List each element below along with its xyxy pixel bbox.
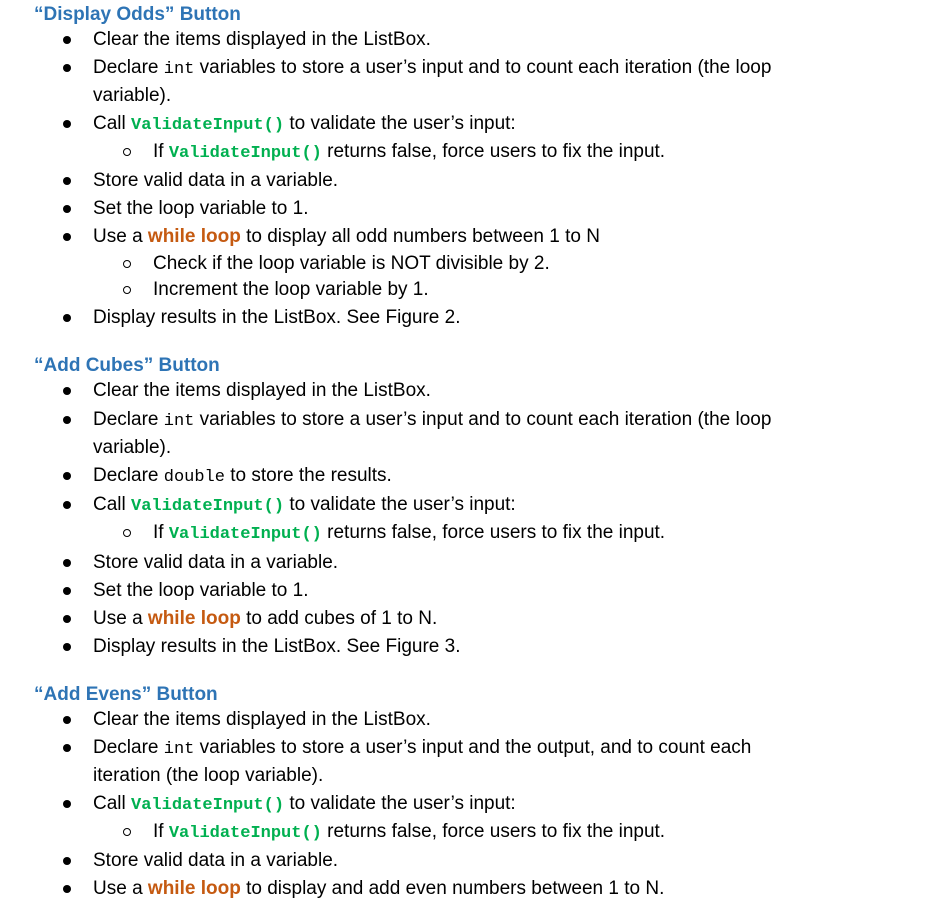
list-item: Use a while loop to display all odd numbers between 1 to N (93, 226, 600, 247)
list-item: Declare int variables to store a user’s input and to count each iteration (the loop (93, 409, 772, 431)
bullet (63, 716, 71, 724)
bullet (63, 36, 71, 44)
list-item: Use a while loop to add cubes of 1 to N. (93, 608, 438, 629)
bullet (63, 857, 71, 865)
method-name: ValidateInput() (131, 796, 285, 815)
keyword: while loop (147, 226, 241, 247)
list-item: Declare int variables to store a user’s input and to count each iteration (the loop (93, 57, 772, 79)
bullet (63, 314, 71, 322)
bullet (63, 744, 71, 752)
bullet (63, 177, 71, 185)
bullet (63, 233, 71, 241)
list-item: Display results in the ListBox. See Figure 3. (93, 636, 461, 657)
list-item: Declare int variables to store a user’s input and the output, and to count each (93, 737, 752, 759)
sub-list-item: If ValidateInput() returns false, force users to fix the input. (153, 141, 666, 163)
list-item: Store valid data in a variable. (93, 552, 339, 573)
sub-bullet (123, 529, 131, 537)
inline-code: int (163, 740, 195, 759)
list-item-continuation: variable). (93, 437, 172, 458)
bullet (63, 587, 71, 595)
method-name: ValidateInput() (168, 144, 322, 163)
inline-code: int (163, 412, 195, 431)
method-name: ValidateInput() (168, 525, 322, 544)
sub-list-item: Increment the loop variable by 1. (153, 279, 429, 300)
sub-bullet (123, 286, 131, 294)
keyword: while loop (147, 878, 241, 899)
list-item-continuation: variable). (93, 85, 172, 106)
inline-code: int (163, 60, 195, 79)
bullet (63, 387, 71, 395)
bullet (63, 64, 71, 72)
bullet (63, 885, 71, 893)
inline-code: double (163, 468, 225, 487)
bullet (63, 643, 71, 651)
sub-list-item: If ValidateInput() returns false, force users to fix the input. (153, 522, 666, 544)
list-item: Call ValidateInput() to validate the user’s input: (93, 494, 516, 516)
sub-bullet (123, 828, 131, 836)
bullet (63, 416, 71, 424)
list-item: Clear the items displayed in the ListBox. (93, 380, 431, 401)
list-item: Clear the items displayed in the ListBox. (93, 709, 431, 730)
list-item: Use a while loop to display and add even numbers between 1 to N. (93, 878, 665, 899)
bullet (63, 800, 71, 808)
section-heading: “Display Odds” Button (34, 4, 241, 25)
method-name: ValidateInput() (131, 116, 285, 135)
bullet (63, 472, 71, 480)
sub-list-item: If ValidateInput() returns false, force users to fix the input. (153, 821, 666, 843)
section-heading: “Add Cubes” Button (34, 355, 220, 376)
bullet (63, 501, 71, 509)
list-item: Clear the items displayed in the ListBox. (93, 29, 431, 50)
list-item: Call ValidateInput() to validate the user’s input: (93, 793, 516, 815)
list-item: Set the loop variable to 1. (93, 580, 309, 601)
sub-bullet (123, 148, 131, 156)
method-name: ValidateInput() (168, 824, 322, 843)
sub-list-item: Check if the loop variable is NOT divisible by 2. (153, 253, 550, 274)
section-heading: “Add Evens” Button (34, 684, 218, 705)
list-item: Store valid data in a variable. (93, 170, 339, 191)
method-name: ValidateInput() (131, 497, 285, 516)
bullet (63, 205, 71, 213)
bullet (63, 615, 71, 623)
list-item: Declare double to store the results. (93, 465, 392, 487)
sub-bullet (123, 260, 131, 268)
bullet (63, 559, 71, 567)
list-item: Call ValidateInput() to validate the user’s input: (93, 113, 516, 135)
bullet (63, 120, 71, 128)
list-item: Display results in the ListBox. See Figure 2. (93, 307, 461, 328)
list-item-continuation: iteration (the loop variable). (93, 765, 324, 786)
list-item: Store valid data in a variable. (93, 850, 339, 871)
keyword: while loop (147, 608, 241, 629)
list-item: Set the loop variable to 1. (93, 198, 309, 219)
